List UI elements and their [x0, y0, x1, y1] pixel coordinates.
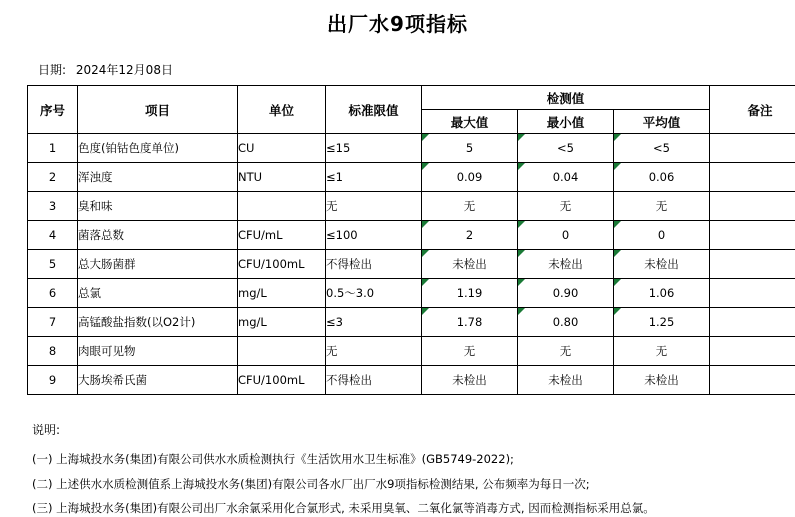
notes-section: [32, 421, 795, 517]
cell-limit: ≤3: [326, 308, 422, 337]
page-title: 出厂水9项指标: [0, 0, 795, 39]
note-line-2: (二) 上述供水水质检测值系上海城投水务(集团)有限公司各水厂出厂水9项指标检测结果, 公布频率为每日一次;: [32, 477, 795, 493]
cell-unit: CFU/100mL: [238, 250, 326, 279]
note-line-1: (一) 上海城投水务(集团)有限公司供水水质检测执行《生活饮用水卫生标准》(GB5749-2022);: [32, 452, 795, 468]
table-row: [28, 192, 795, 221]
cell-avg: 1.25: [614, 308, 710, 337]
cell-unit: NTU: [238, 163, 326, 192]
cell-item: 色度(铂钴色度单位): [78, 134, 238, 163]
table-header-row-1: [28, 86, 795, 110]
cell-item: 菌落总数: [78, 221, 238, 250]
cell-limit: ≤15: [326, 134, 422, 163]
cell-limit: 不得检出: [326, 366, 422, 395]
cell-max: 0.09: [422, 163, 518, 192]
header-limit: 标准限值: [326, 86, 422, 134]
cell-limit: ≤100: [326, 221, 422, 250]
cell-min: 无: [518, 337, 614, 366]
table-row: [28, 366, 795, 395]
cell-remark: [710, 308, 795, 337]
cell-unit: CU: [238, 134, 326, 163]
cell-avg: 无: [614, 337, 710, 366]
cell-max: 1.19: [422, 279, 518, 308]
header-avg: 平均值: [614, 110, 710, 134]
table-row: [28, 221, 795, 250]
cell-avg: 未检出: [614, 250, 710, 279]
cell-min: 未检出: [518, 250, 614, 279]
cell-item: 高锰酸盐指数(以O2计): [78, 308, 238, 337]
cell-unit: CFU/100mL: [238, 366, 326, 395]
date-label: 日期:: [38, 63, 66, 77]
cell-unit: [238, 337, 326, 366]
cell-min: 未检出: [518, 366, 614, 395]
cell-remark: [710, 163, 795, 192]
cell-remark: [710, 337, 795, 366]
cell-min: 0: [518, 221, 614, 250]
header-max: 最大值: [422, 110, 518, 134]
cell-no: 8: [28, 337, 78, 366]
cell-max: 1.78: [422, 308, 518, 337]
cell-unit: CFU/mL: [238, 221, 326, 250]
cell-remark: [710, 250, 795, 279]
cell-avg: 1.06: [614, 279, 710, 308]
table-row: [28, 279, 795, 308]
date-line: [38, 61, 795, 78]
cell-item: 总大肠菌群: [78, 250, 238, 279]
date-value: 2024年12月08日: [76, 63, 173, 77]
cell-max: 2: [422, 221, 518, 250]
cell-limit: 无: [326, 192, 422, 221]
table-row: [28, 163, 795, 192]
cell-unit: mg/L: [238, 279, 326, 308]
header-no: 序号: [28, 86, 78, 134]
cell-remark: [710, 366, 795, 395]
cell-item: 总氯: [78, 279, 238, 308]
cell-no: 6: [28, 279, 78, 308]
cell-min: 0.90: [518, 279, 614, 308]
table-row: [28, 337, 795, 366]
note-line-3: (三) 上海城投水务(集团)有限公司出厂水余氯采用化合氯形式, 未采用臭氧、二氧化氯等消毒方式, 因而检测指标采用总氯。: [32, 501, 795, 517]
cell-item: 臭和味: [78, 192, 238, 221]
cell-max: 5: [422, 134, 518, 163]
cell-remark: [710, 134, 795, 163]
cell-min: <5: [518, 134, 614, 163]
cell-no: 5: [28, 250, 78, 279]
cell-avg: 0.06: [614, 163, 710, 192]
cell-no: 7: [28, 308, 78, 337]
header-unit: 单位: [238, 86, 326, 134]
cell-min: 0.04: [518, 163, 614, 192]
cell-min: 无: [518, 192, 614, 221]
header-detection-group: 检测值: [422, 86, 710, 110]
cell-limit: 0.5～3.0: [326, 279, 422, 308]
cell-avg: 0: [614, 221, 710, 250]
cell-max: 未检出: [422, 250, 518, 279]
cell-remark: [710, 279, 795, 308]
cell-remark: [710, 192, 795, 221]
cell-remark: [710, 221, 795, 250]
cell-limit: ≤1: [326, 163, 422, 192]
cell-limit: 不得检出: [326, 250, 422, 279]
cell-item: 大肠埃希氏菌: [78, 366, 238, 395]
table-row: [28, 134, 795, 163]
cell-max: 无: [422, 337, 518, 366]
cell-no: 9: [28, 366, 78, 395]
cell-max: 未检出: [422, 366, 518, 395]
cell-min: 0.80: [518, 308, 614, 337]
table-row: [28, 250, 795, 279]
cell-unit: mg/L: [238, 308, 326, 337]
cell-item: 肉眼可见物: [78, 337, 238, 366]
cell-item: 浑浊度: [78, 163, 238, 192]
cell-no: 3: [28, 192, 78, 221]
cell-max: 无: [422, 192, 518, 221]
cell-avg: <5: [614, 134, 710, 163]
cell-avg: 无: [614, 192, 710, 221]
water-quality-table: [27, 85, 795, 395]
table-row: [28, 308, 795, 337]
header-min: 最小值: [518, 110, 614, 134]
cell-no: 2: [28, 163, 78, 192]
notes-title: 说明:: [32, 421, 795, 438]
cell-avg: 未检出: [614, 366, 710, 395]
header-item: 项目: [78, 86, 238, 134]
header-remark: 备注: [710, 86, 795, 134]
cell-no: 1: [28, 134, 78, 163]
cell-no: 4: [28, 221, 78, 250]
cell-limit: 无: [326, 337, 422, 366]
cell-unit: [238, 192, 326, 221]
